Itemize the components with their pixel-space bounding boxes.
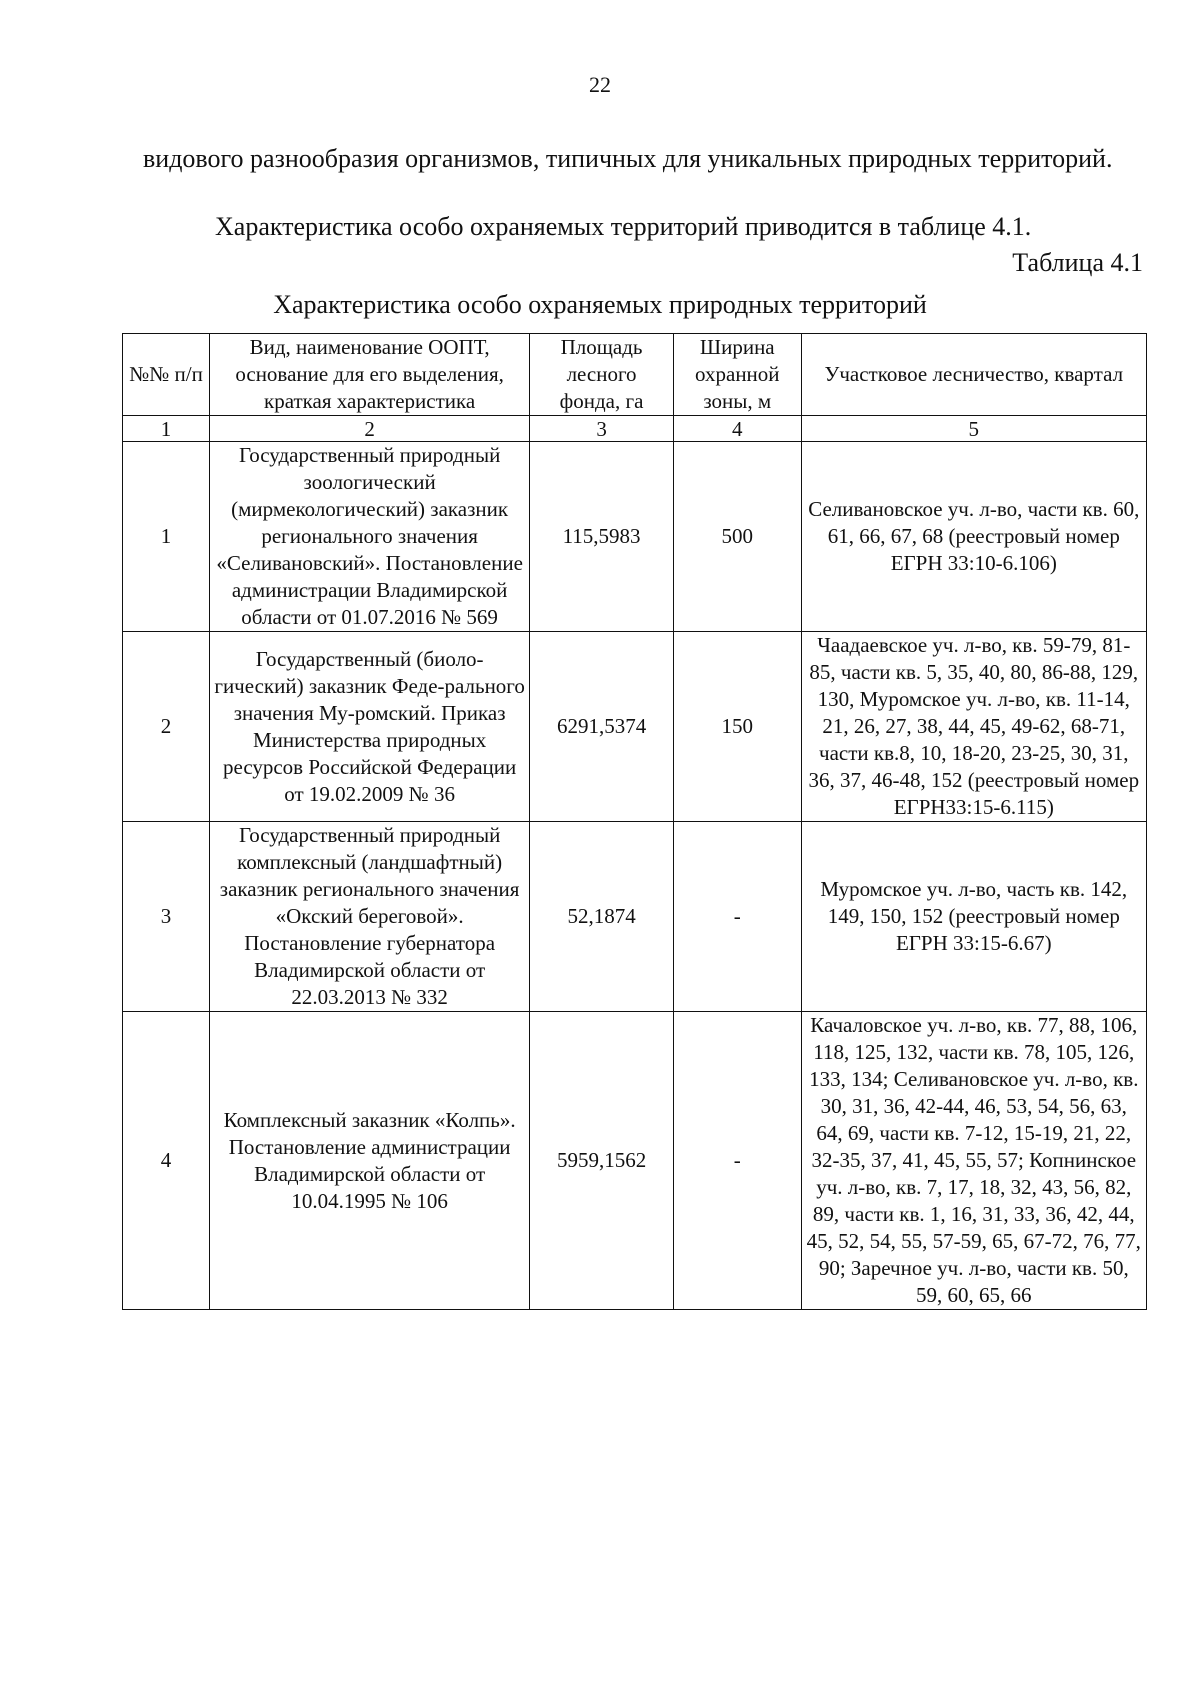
cell-name: Государственный природный зоологический (мирмекологический) заказник регионального значения «Селивановский». Постановление администрации Владимирской области от 01.07.2016 № 569 [210,442,530,632]
cell-number: 4 [123,1012,210,1310]
page-number: 22 [589,72,611,97]
protected-areas-table [122,333,1147,1310]
cell-zone-width: 150 [673,632,801,822]
cell-name: Комплексный заказник «Колпь». Постановление администрации Владимирской области от 10.04.1995 № 106 [210,1012,530,1310]
column-number: 5 [801,416,1146,442]
cell-number: 3 [123,822,210,1012]
cell-forestry: Селивановское уч. л-во, части кв. 60, 61, 66, 67, 68 (реестровый номер ЕГРН 33:10-6.106) [801,442,1146,632]
cell-zone-width: 500 [673,442,801,632]
paragraph-continuation: видового разнообразия организмов, типичных для уникальных природных территорий. [143,144,1113,173]
cell-forestry: Муромское уч. л-во, часть кв. 142, 149, 150, 152 (реестровый номер ЕГРН 33:15-6.67) [801,822,1146,1012]
cell-number: 1 [123,442,210,632]
table-row [123,442,1147,632]
cell-area: 52,1874 [530,822,674,1012]
cell-name: Государственный (биоло-гический) заказник Феде-рального значения Му-ромский. Приказ Министерства природных ресурсов Российской Федерации от 19.02.2009 № 36 [210,632,530,822]
cell-zone-width: - [673,822,801,1012]
table-label: Таблица 4.1 [1012,248,1143,277]
cell-area: 115,5983 [530,442,674,632]
table-row [123,632,1147,822]
column-number: 3 [530,416,674,442]
table-title: Характеристика особо охраняемых природных территорий [273,290,927,319]
column-number: 4 [673,416,801,442]
header-forestry: Участковое лесничество, квартал [801,334,1146,416]
cell-area: 5959,1562 [530,1012,674,1310]
paragraph-table-reference: Характеристика особо охраняемых территорий приводится в таблице 4.1. [215,212,1032,241]
cell-forestry: Чаадаевское уч. л-во, кв. 59-79, 81-85, части кв. 5, 35, 40, 80, 86-88, 129, 130, Муромское уч. л-во, кв. 11-14, 21, 26, 27, 38, 44, 45, 49-62, 68-71, части кв.8, 10, 18-20, 23-25, 30, 31, 36, 37, 46-48, 152 (реестровый номер ЕГРН33:15-6.115) [801,632,1146,822]
table-header-row [123,334,1147,416]
cell-forestry: Качаловское уч. л-во, кв. 77, 88, 106, 118, 125, 132, части кв. 78, 105, 126, 133, 134; Селивановское уч. л-во, кв. 30, 31, 36, 42-44, 46, 53, 54, 56, 63, 64, 69, части кв. 7-12, 15-19, 21, 22, 32-35, 37, 41, 45, 55, 57; Копнинское уч. л-во, кв. 7, 17, 18, 32, 43, 56, 82, 89, части кв. 1, 16, 31, 33, 36, 42, 44, 45, 52, 54, 55, 57-59, 65, 67-72, 76, 77, 90; Заречное уч. л-во, части кв. 50, 59, 60, 65, 66 [801,1012,1146,1310]
cell-number: 2 [123,632,210,822]
table-row [123,1012,1147,1310]
header-number: №№ п/п [123,334,210,416]
header-zone-width: Ширина охранной зоны, м [673,334,801,416]
cell-name: Государственный природный комплексный (ландшафтный) заказник регионального значения «Окский береговой». Постановление губернатора Владимирской области от 22.03.2013 № 332 [210,822,530,1012]
table-row [123,822,1147,1012]
column-number: 1 [123,416,210,442]
column-number: 2 [210,416,530,442]
column-number-row [123,416,1147,442]
cell-zone-width: - [673,1012,801,1310]
header-area: Площадь лесного фонда, га [530,334,674,416]
header-name: Вид, наименование ООПТ, основание для его выделения, краткая характеристика [210,334,530,416]
cell-area: 6291,5374 [530,632,674,822]
